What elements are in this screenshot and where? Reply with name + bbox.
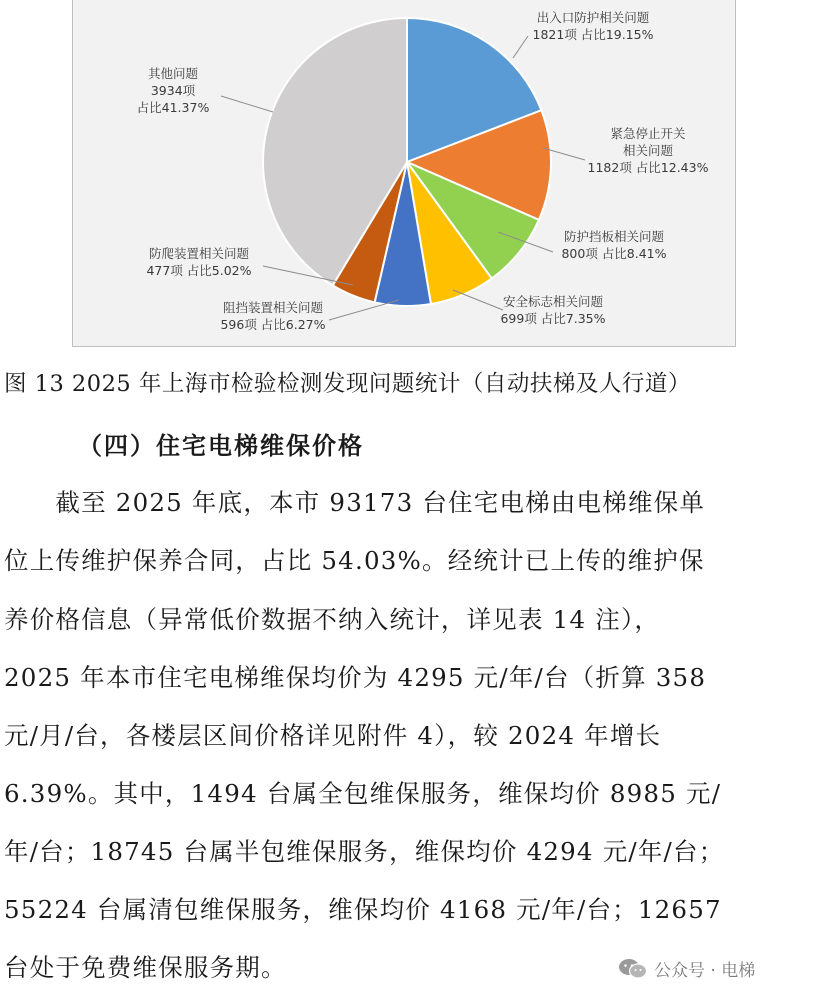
slice-label-line: 安全标志相关问题 xyxy=(502,294,604,309)
leader-line xyxy=(329,300,399,320)
leader-line xyxy=(453,290,503,310)
paragraph-line: 元/月/台，各楼层区间价格详见附件 4），较 2024 年增长 xyxy=(4,721,662,750)
slice-label-line: 477项 占比5.02% xyxy=(146,263,252,278)
leader-line xyxy=(513,36,528,58)
slice-label xyxy=(561,229,666,261)
slice-label xyxy=(220,300,325,332)
slice-label-line: 占比41.37% xyxy=(136,100,210,115)
paragraph-line: 养价格信息（异常低价数据不纳入统计，详见表 14 注）， xyxy=(4,605,661,634)
wechat-icon xyxy=(618,958,648,980)
paragraph-line: 截至 2025 年底，本市 93173 台住宅电梯由电梯维保单 xyxy=(4,488,706,517)
pie-chart-svg xyxy=(73,0,735,346)
slice-label xyxy=(137,66,210,115)
paragraph-line: 年/台；18745 台属半包维保服务，维保均价 4294 元/年/台； xyxy=(4,837,725,866)
slice-label-line: 防护挡板相关问题 xyxy=(563,229,665,244)
paragraph-line: 6.39%。其中，1494 台属全包维保服务，维保均价 8985 元/ xyxy=(4,779,722,808)
leader-line xyxy=(221,96,273,112)
slice-label-line: 其他问题 xyxy=(147,66,199,81)
slice-label-line: 3934项 xyxy=(150,83,196,98)
slice-label xyxy=(533,10,654,42)
figure-caption: 图 13 2025 年上海市检验检测发现问题统计（自动扶梯及人行道） xyxy=(4,371,691,397)
slice-label xyxy=(146,246,251,278)
paragraph-line: 台处于免费维保服务期。 xyxy=(4,953,287,982)
slice-label-line: 699项 占比7.35% xyxy=(500,311,606,326)
paragraph-line: 55224 台属清包维保服务，维保均价 4168 元/年/台；12657 xyxy=(4,895,722,924)
paragraph-line: 2025 年本市住宅电梯维保均价为 4295 元/年/台（折算 358 xyxy=(4,663,707,692)
slice-label-line: 1821项 占比19.15% xyxy=(532,27,654,42)
slice-label-line: 阻挡装置相关问题 xyxy=(222,300,324,315)
paragraph-line: 位上传维护保养合同，占比 54.03%。经统计已上传的维护保 xyxy=(4,546,705,575)
pie-chart xyxy=(72,0,736,347)
slice-label-line: 1182项 占比12.43% xyxy=(587,160,709,175)
slice-label-line: 紧急停止开关 xyxy=(610,126,686,141)
watermark xyxy=(618,956,755,981)
slice-label xyxy=(500,294,605,326)
watermark-text: 公众号 · 电梯 xyxy=(654,961,756,981)
slice-label-line: 出入口防护相关问题 xyxy=(536,10,650,25)
slice-label-line: 相关问题 xyxy=(622,143,674,158)
section-heading: （四）住宅电梯维保价格 xyxy=(78,432,364,460)
slice-label-line: 596项 占比6.27% xyxy=(220,317,326,332)
slice-label-line: 防爬装置相关问题 xyxy=(148,246,250,261)
slice-label xyxy=(588,126,709,175)
slice-label-line: 800项 占比8.41% xyxy=(561,246,667,261)
